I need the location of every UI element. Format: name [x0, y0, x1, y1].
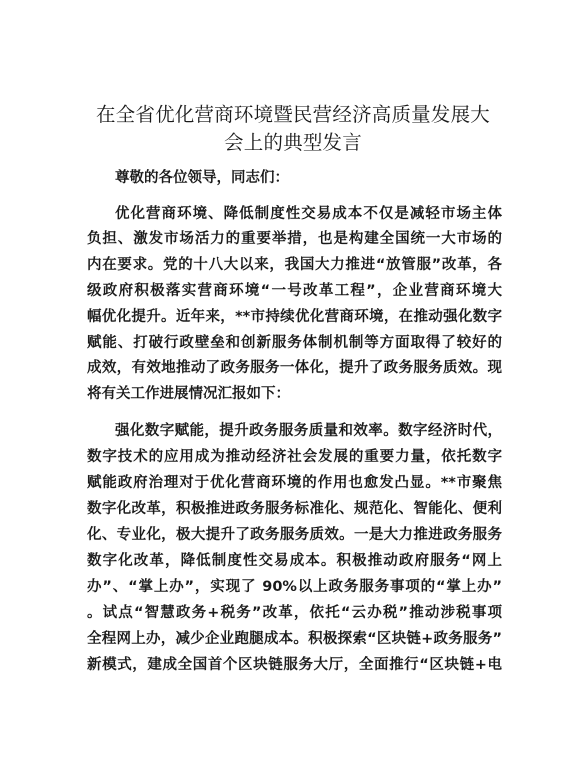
- document-title-line-1: 在全省优化营商环境暨民营经济高质量发展大: [95, 103, 490, 126]
- paragraph-2-line: 化、专业化，极大提升了政务服务质效。一是大力推进政务服务: [87, 527, 502, 543]
- salutation: 尊敬的各位领导，同志们：: [115, 170, 289, 186]
- paragraph-2-line: 全程网上办，减少企业跑腿成本。积极探索“区块链+政务服务”: [87, 631, 502, 647]
- paragraph-2-line: 。试点“智慧政务+税务”改革，依托“云办税”推动涉税事项: [87, 605, 502, 621]
- paragraph-1-line: 将有关工作进展情况汇报如下：: [87, 386, 290, 402]
- paragraph-1-line: 赋能、打破行政壁垒和创新服务体制机制等方面取得了较好的: [87, 335, 502, 351]
- paragraph-2-line: 数字技术的应用成为推动经济社会发展的重要力量，依托数字: [87, 449, 502, 465]
- paragraph-2-line: 数字化改革，降低制度性交易成本。积极推动政府服务“网上: [87, 553, 502, 569]
- paragraph-2-line: 新模式，建成全国首个区块链服务大厅，全面推行“区块链+电: [87, 657, 502, 673]
- paragraph-2-line: 赋能政府治理对于优化营商环境的作用也愈发凸显。**市聚焦: [87, 475, 502, 491]
- paragraph-1-line: 幅优化提升。近年来，**市持续优化营商环境，在推动强化数字: [87, 309, 502, 325]
- paragraph-2-line: 强化数字赋能，提升政务服务质量和效率。数字经济时代，: [115, 423, 502, 439]
- paragraph-1-line: 内在要求。党的十八大以来，我国大力推进“放管服”改革，各: [87, 257, 502, 273]
- document-title-line-2: 会上的典型发言: [224, 131, 362, 154]
- paragraph-1-line: 负担、激发市场活力的重要举措，也是构建全国统一大市场的: [87, 231, 502, 247]
- paragraph-1-line: 成效，有效地推动了政务服务一体化，提升了政务服务质效。现: [87, 360, 502, 376]
- paragraph-1-line: 优化营商环境、降低制度性交易成本不仅是减轻市场主体: [115, 206, 502, 222]
- paragraph-2-line: 办”、“掌上办”，实现了 90%以上政务服务事项的“掌上办”: [87, 579, 502, 595]
- paragraph-2-line: 数字化改革，积极推进政务服务标准化、规范化、智能化、便利: [87, 501, 502, 517]
- paragraph-1-line: 级政府积极落实营商环境“一号改革工程”，企业营商环境大: [87, 283, 502, 299]
